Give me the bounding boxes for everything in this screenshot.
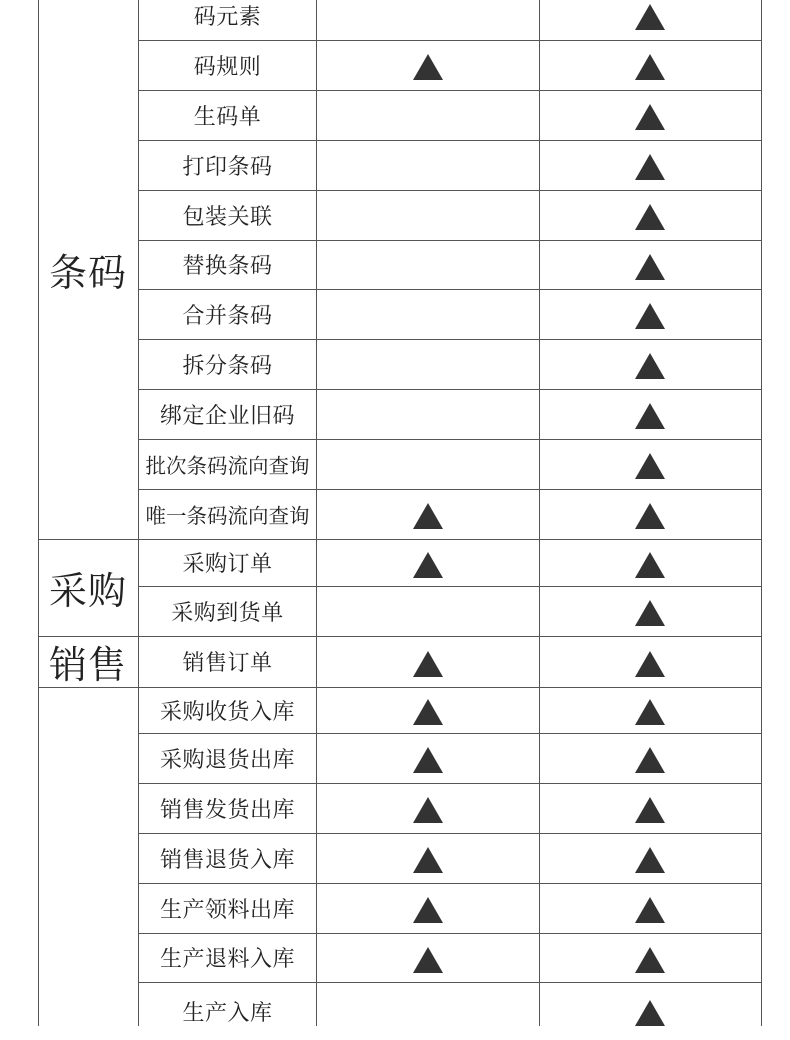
- triangle-marker-icon: [413, 699, 443, 725]
- feature-name-cell: 拆分条码: [182, 353, 273, 379]
- triangle-marker-icon: [413, 54, 443, 80]
- feature-name-cell: 批次条码流向查询: [145, 454, 310, 478]
- feature-name-cell: 包装关联: [182, 204, 273, 230]
- triangle-marker-icon: [635, 847, 665, 873]
- triangle-marker-icon: [635, 947, 665, 973]
- feature-name-cell: 打印条码: [182, 154, 273, 180]
- triangle-marker-icon: [635, 54, 665, 80]
- feature-name-cell: 采购收货入库: [159, 699, 295, 725]
- feature-name-cell: 绑定企业旧码: [159, 403, 295, 429]
- triangle-marker-icon: [413, 503, 443, 529]
- triangle-marker-icon: [635, 353, 665, 379]
- triangle-marker-icon: [635, 651, 665, 677]
- triangle-marker-icon: [635, 4, 665, 30]
- feature-name-cell: 生产领料出库: [159, 897, 295, 923]
- triangle-marker-icon: [413, 747, 443, 773]
- triangle-marker-icon: [635, 254, 665, 280]
- grid-line-vertical: [316, 0, 317, 1026]
- triangle-marker-icon: [413, 847, 443, 873]
- grid-line-vertical: [539, 0, 540, 1026]
- triangle-marker-icon: [635, 747, 665, 773]
- triangle-marker-icon: [635, 552, 665, 578]
- feature-name-cell: 码规则: [193, 54, 262, 80]
- feature-name-cell: 销售订单: [182, 651, 273, 676]
- feature-name-cell: 替换条码: [182, 254, 273, 279]
- feature-name-cell: 码元素: [193, 4, 262, 30]
- triangle-marker-icon: [635, 600, 665, 626]
- triangle-marker-icon: [413, 947, 443, 973]
- feature-name-cell: 采购退货出库: [159, 747, 295, 773]
- triangle-marker-icon: [635, 1000, 665, 1026]
- triangle-marker-icon: [635, 403, 665, 429]
- triangle-marker-icon: [635, 797, 665, 823]
- triangle-marker-icon: [635, 204, 665, 230]
- triangle-marker-icon: [413, 897, 443, 923]
- category-label: 销售: [48, 643, 127, 687]
- feature-name-cell: 生产入库: [182, 1000, 273, 1026]
- triangle-marker-icon: [413, 651, 443, 677]
- feature-name-cell: 生码单: [193, 104, 262, 130]
- triangle-marker-icon: [635, 897, 665, 923]
- triangle-marker-icon: [635, 104, 665, 130]
- feature-name-cell: 销售退货入库: [159, 847, 295, 873]
- triangle-marker-icon: [635, 453, 665, 479]
- category-label: 采购: [48, 569, 127, 613]
- triangle-marker-icon: [413, 797, 443, 823]
- feature-name-cell: 合并条码: [182, 303, 273, 329]
- feature-name-cell: 生产退料入库: [159, 947, 295, 972]
- category-label: 条码: [48, 251, 127, 295]
- triangle-marker-icon: [635, 154, 665, 180]
- triangle-marker-icon: [635, 503, 665, 529]
- feature-name-cell: 采购订单: [182, 552, 273, 577]
- triangle-marker-icon: [413, 552, 443, 578]
- triangle-marker-icon: [635, 699, 665, 725]
- triangle-marker-icon: [635, 303, 665, 329]
- grid-line-vertical: [761, 0, 762, 1026]
- feature-name-cell: 唯一条码流向查询: [145, 504, 310, 528]
- feature-name-cell: 采购到货单: [171, 600, 284, 626]
- feature-name-cell: 销售发货出库: [159, 797, 295, 823]
